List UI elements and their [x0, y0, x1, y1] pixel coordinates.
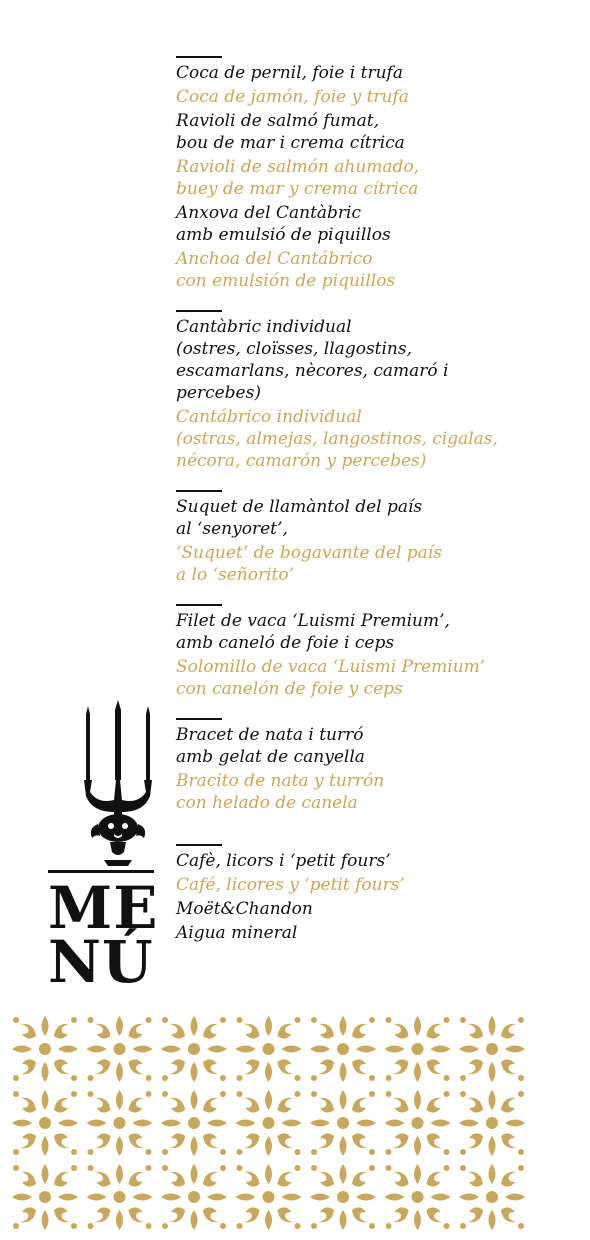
dish-catalan	[176, 922, 576, 944]
dish-line: al ‘senyoret’,	[176, 519, 288, 539]
dish-spanish	[176, 770, 576, 814]
damask-ornament-icon	[87, 1090, 153, 1156]
dish-catalan	[176, 316, 576, 404]
menu-course	[176, 718, 576, 814]
dish-line: con helado de canela	[176, 793, 358, 813]
menu-column	[176, 56, 576, 944]
dish-line: Suquet de llamàntol del país	[176, 497, 423, 517]
dish-line: amb caneló de foie i ceps	[176, 633, 395, 653]
dish-line: Coca de pernil, foie i trufa	[176, 63, 403, 83]
menu-course	[176, 604, 576, 700]
course-divider	[176, 718, 222, 720]
logo-line-1: ME	[48, 874, 159, 942]
course-divider	[176, 310, 222, 312]
damask-ornament-icon	[459, 1090, 525, 1156]
damask-ornament-icon	[385, 1090, 451, 1156]
dish-line: a lo ‘señorito’	[176, 565, 295, 585]
dish-line: (ostres, cloïsses, llagostins,	[176, 339, 413, 359]
dish-line: Café, licores y ‘petit fours’	[176, 875, 405, 895]
dish-line: ‘Suquet’ de bogavante del país	[176, 543, 442, 563]
dish-line: Bracito de nata y turrón	[176, 771, 385, 791]
dish-catalan	[176, 850, 576, 872]
candelabra-icon	[78, 700, 158, 870]
menu-logo-wordmark	[48, 870, 159, 996]
damask-ornament-icon	[161, 1164, 227, 1230]
dish-line: nécora, camarón y percebes)	[176, 451, 427, 471]
dish-catalan	[176, 724, 576, 768]
damask-ornament-icon	[385, 1016, 451, 1082]
dish-catalan	[176, 202, 576, 246]
menu-course	[176, 844, 576, 944]
dish-catalan	[176, 110, 576, 154]
dish-spanish	[176, 156, 576, 200]
dish-line: Solomillo de vaca ‘Luismi Premium’	[176, 657, 486, 677]
dish-line: amb gelat de canyella	[176, 747, 365, 767]
damask-ornament-icon	[12, 1016, 78, 1082]
damask-ornament-icon	[161, 1016, 227, 1082]
dish-line: Anxova del Cantàbric	[176, 203, 361, 223]
damask-pattern	[8, 1012, 532, 1234]
dish-spanish	[176, 248, 576, 292]
dish-line: Cantábrico individual	[176, 407, 362, 427]
damask-ornament-icon	[385, 1164, 451, 1230]
dish-spanish	[176, 86, 576, 108]
menu-course	[176, 310, 576, 472]
dish-line: escamarlans, nècores, camaró i	[176, 361, 449, 381]
dish-line: (ostras, almejas, langostinos, cigalas,	[176, 429, 498, 449]
course-divider	[176, 844, 222, 846]
dish-line: Aigua mineral	[176, 923, 298, 943]
menu-course	[176, 490, 576, 586]
logo-line-2: NÚ	[48, 928, 154, 996]
dish-catalan	[176, 496, 576, 540]
damask-ornament-icon	[310, 1016, 376, 1082]
dish-catalan	[176, 62, 576, 84]
dish-line: Filet de vaca ‘Luismi Premium’,	[176, 611, 450, 631]
dish-spanish	[176, 542, 576, 586]
dish-line: bou de mar i crema cítrica	[176, 133, 405, 153]
menu-course	[176, 56, 576, 292]
course-divider	[176, 56, 222, 58]
damask-ornament-icon	[12, 1164, 78, 1230]
dish-line: amb emulsió de piquillos	[176, 225, 391, 245]
dish-line: buey de mar y crema cítrica	[176, 179, 419, 199]
damask-ornament-icon	[161, 1090, 227, 1156]
dish-catalan	[176, 610, 576, 654]
damask-ornament-icon	[310, 1164, 376, 1230]
dish-line: Ravioli de salmó fumat,	[176, 111, 380, 131]
dish-line: con emulsión de piquillos	[176, 271, 396, 291]
dish-catalan	[176, 898, 576, 920]
dish-spanish	[176, 874, 576, 896]
dish-line: Bracet de nata i turró	[176, 725, 364, 745]
dish-line: Moët&Chandon	[176, 899, 313, 919]
dish-line: Ravioli de salmón ahumado,	[176, 157, 420, 177]
dish-line: Coca de jamón, foie y trufa	[176, 87, 409, 107]
dish-spanish	[176, 406, 576, 472]
damask-ornament-icon	[236, 1090, 302, 1156]
dish-line: percebes)	[176, 383, 261, 403]
damask-ornament-icon	[459, 1016, 525, 1082]
damask-ornament-icon	[310, 1090, 376, 1156]
dish-line: Cafè, licors i ‘petit fours’	[176, 851, 391, 871]
dish-line: Anchoa del Cantábrico	[176, 249, 373, 269]
damask-ornament-icon	[12, 1090, 78, 1156]
damask-ornament-icon	[87, 1016, 153, 1082]
logo-bar	[48, 870, 154, 873]
damask-ornament-icon	[87, 1164, 153, 1230]
dish-spanish	[176, 656, 576, 700]
dish-line: con canelón de foie y ceps	[176, 679, 403, 699]
damask-ornament-icon	[236, 1164, 302, 1230]
course-divider	[176, 490, 222, 492]
dish-line: Cantàbric individual	[176, 317, 352, 337]
damask-ornament-icon	[459, 1164, 525, 1230]
course-divider	[176, 604, 222, 606]
damask-ornament-icon	[236, 1016, 302, 1082]
